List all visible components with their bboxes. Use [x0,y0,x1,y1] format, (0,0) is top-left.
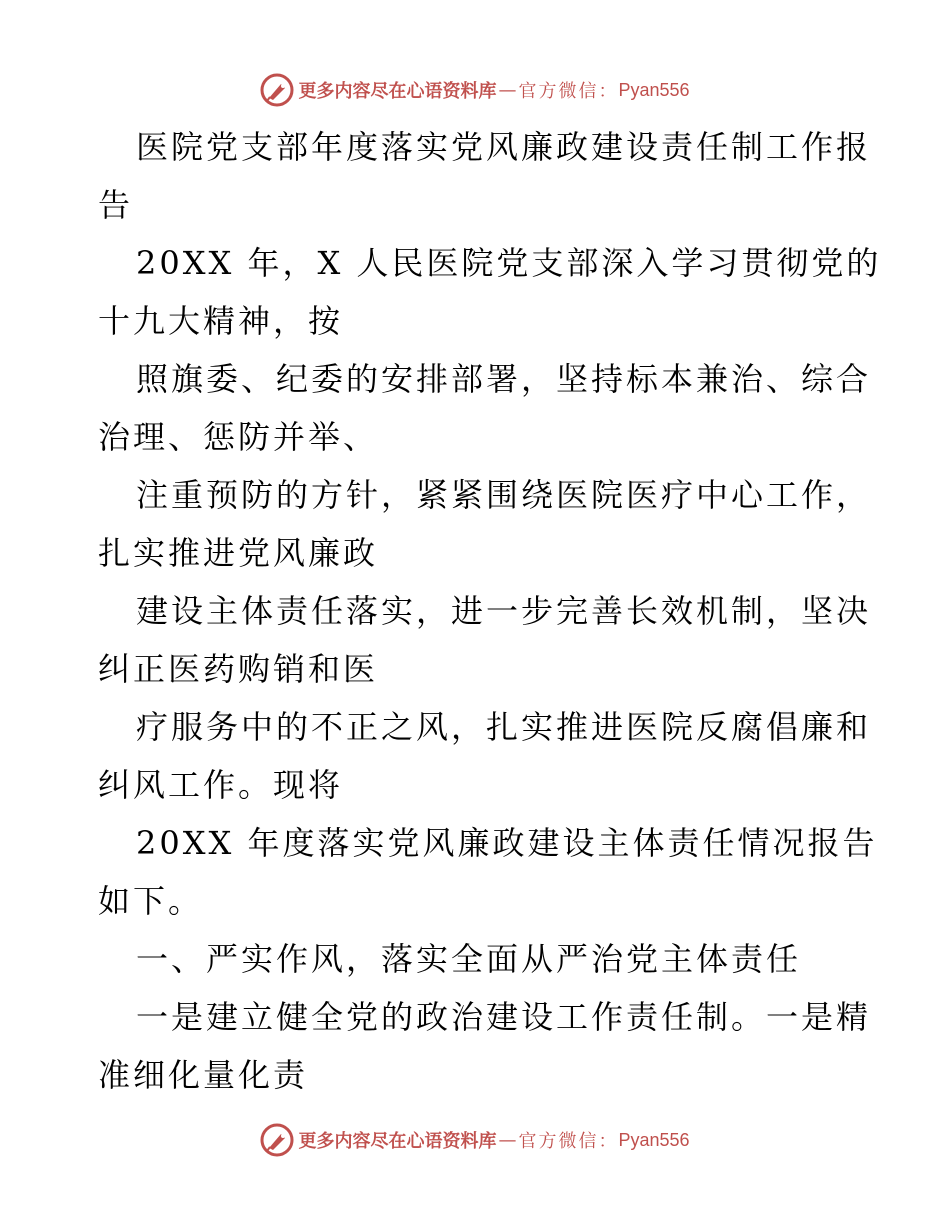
title-line-1: 医院党支部年度落实党风廉政建设责任制工作报 [136,128,872,166]
paragraph-line: 20XX 年度落实党风廉政建设主体责任情况报告 [136,824,878,862]
pen-nib-logo-icon [260,73,294,107]
title-line-2: 告 [98,186,134,224]
paragraph-line: 一是建立健全党的政治建设工作责任制。一是精 [136,998,872,1036]
paragraph-line: 如下。 [98,882,204,920]
header-banner [0,70,950,110]
paragraph-line: 纠正医药购销和医 [98,650,379,688]
paragraph-line: 十九大精神，按 [98,302,344,340]
paragraph-line: 照旗委、纪委的安排部署，坚持标本兼治、综合 [136,360,872,398]
banner-wechat-id: Pyan556 [618,1129,690,1150]
footer-banner [0,1120,950,1160]
paragraph-line: 准细化量化责 [98,1056,309,1094]
pen-nib-logo-icon [260,1123,294,1157]
paragraph-line: 纠风工作。现将 [98,766,344,804]
banner-main-text: 更多内容尽在心语资料库 [298,81,497,102]
paragraph-line: 20XX 年，X 人民医院党支部深入学习贯彻党的 [136,244,882,282]
banner-dash: — [498,79,517,101]
paragraph-line: 疗服务中的不正之风，扎实推进医院反腐倡廉和 [136,708,872,746]
banner-wechat-id: Pyan556 [618,79,690,100]
banner-main-text: 更多内容尽在心语资料库 [298,1131,497,1152]
section-heading: 一、严实作风，落实全面从严治党主体责任 [136,940,802,978]
document-body [98,118,882,1104]
banner-wechat-label: 官方微信： [518,1131,619,1152]
paragraph-line: 注重预防的方针，紧紧围绕医院医疗中心工作， [136,476,872,514]
banner-dash: — [498,1129,517,1151]
paragraph-line: 治理、惩防并举、 [98,418,379,456]
banner-wechat-label: 官方微信： [518,81,619,102]
paragraph-line: 扎实推进党风廉政 [98,534,379,572]
paragraph-line: 建设主体责任落实，进一步完善长效机制，坚决 [136,592,872,630]
